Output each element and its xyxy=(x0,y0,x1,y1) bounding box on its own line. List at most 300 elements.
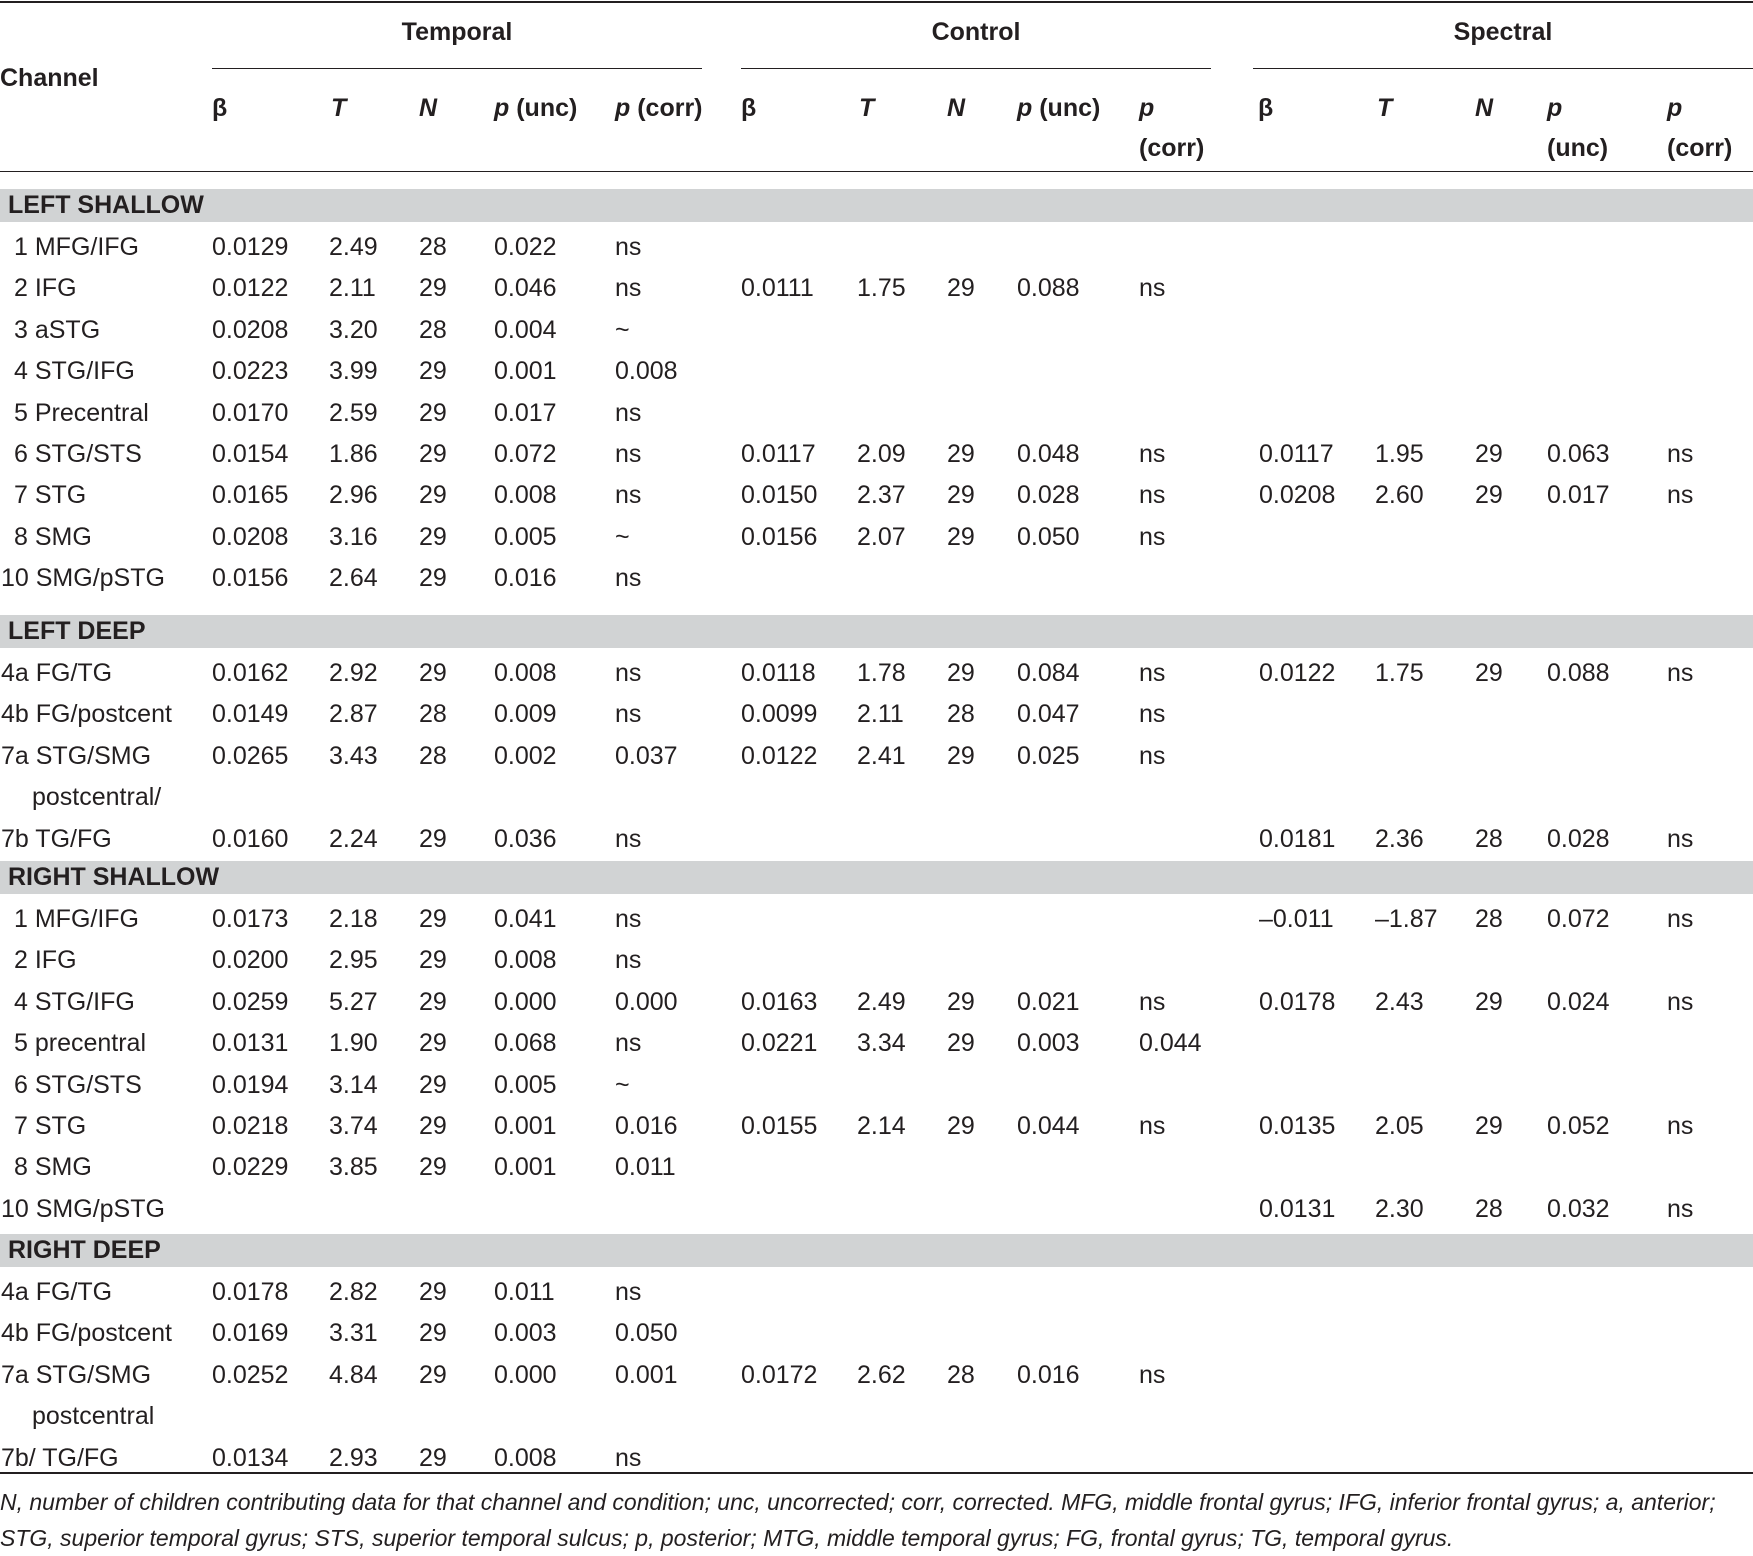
value-cell: 0.0170 xyxy=(212,398,289,427)
value-cell: ns xyxy=(1667,440,1694,468)
value-cell: ns xyxy=(1139,1360,1166,1389)
group-header-temporal: Temporal xyxy=(401,18,513,46)
value-cell: 29 xyxy=(419,274,447,303)
section-title: RIGHT SHALLOW xyxy=(8,863,220,891)
value-cell: ns xyxy=(1139,1112,1166,1140)
value-cell: 0.008 xyxy=(494,946,557,975)
col-header-temporal-n: N xyxy=(419,94,438,122)
value-cell: 0.0223 xyxy=(212,357,289,386)
value-cell: 2.60 xyxy=(1375,481,1424,510)
channel-cell: 10 SMG/pSTG xyxy=(1,564,165,593)
col-header-temporal-t: T xyxy=(331,94,347,122)
value-cell: 0.088 xyxy=(1547,659,1610,687)
value-cell: 0.008 xyxy=(494,1443,557,1472)
table-row xyxy=(0,1023,1753,1064)
value-cell: 0.068 xyxy=(494,1029,557,1058)
channel-cell: 7a STG/SMG xyxy=(1,741,152,770)
section-header xyxy=(0,615,1753,648)
channel-cell: 1 MFG/IFG xyxy=(14,905,139,933)
value-cell: 2.07 xyxy=(857,522,906,551)
col-header-control-punc: p (unc) xyxy=(1017,94,1101,122)
table-footnote: N, number of children contributing data for that channel and condition; unc, uncorrected; corr, corrected. MFG, middle frontal gyrus; IFG, inferior frontal gyrus; a, anterior; STG, superior temporal gyrus; STS, superior temporal sulcus; p, posterior; MTG, middle temporal gyrus; FG, frontal gyrus; TG, temporal gyrus. xyxy=(0,1489,1716,1551)
value-cell: 29 xyxy=(947,987,975,1016)
value-cell: 3.99 xyxy=(329,357,378,386)
value-cell: ns xyxy=(1667,659,1694,687)
value-cell: 0.0155 xyxy=(741,1112,818,1140)
value-cell: 0.0134 xyxy=(212,1443,289,1472)
value-cell: 0.0208 xyxy=(212,522,289,551)
value-cell: 0.046 xyxy=(494,274,557,303)
channel-cell: 2 IFG xyxy=(14,274,77,303)
value-cell: 0.0122 xyxy=(741,741,818,770)
value-cell: 29 xyxy=(419,357,447,386)
group-rule-control xyxy=(741,68,1211,69)
value-cell: 0.0252 xyxy=(212,1360,289,1389)
value-cell: 2.05 xyxy=(1375,1112,1424,1140)
value-cell: 0.0229 xyxy=(212,1153,289,1182)
value-cell: ~ xyxy=(615,522,630,551)
value-cell: 29 xyxy=(419,1319,447,1348)
value-cell: 1.86 xyxy=(329,440,378,468)
value-cell: 0.016 xyxy=(494,564,557,593)
value-cell: ns xyxy=(1139,659,1166,687)
value-cell: 0.037 xyxy=(615,741,678,770)
value-cell: ns xyxy=(1139,700,1166,729)
value-cell: 29 xyxy=(947,741,975,770)
value-cell: 1.95 xyxy=(1375,440,1424,468)
value-cell: 0.005 xyxy=(494,1070,557,1099)
value-cell: ns xyxy=(615,700,642,729)
channel-cell: 6 STG/STS xyxy=(14,1070,142,1099)
value-cell: 0.0218 xyxy=(212,1112,289,1140)
value-cell: 0.009 xyxy=(494,700,557,729)
value-cell: 0.0181 xyxy=(1259,824,1336,853)
table-row xyxy=(0,1189,1753,1230)
value-cell: 29 xyxy=(1475,481,1503,510)
value-cell: 0.084 xyxy=(1017,659,1080,687)
value-cell: 0.0156 xyxy=(212,564,289,593)
group-rule-spectral xyxy=(1253,68,1753,69)
value-cell: ns xyxy=(1667,1112,1694,1140)
value-cell: 0.052 xyxy=(1547,1112,1610,1140)
value-cell: 0.0122 xyxy=(1259,659,1336,687)
value-cell: ~ xyxy=(615,315,630,344)
value-cell: 0.0178 xyxy=(212,1278,289,1306)
value-cell: 3.85 xyxy=(329,1153,378,1182)
value-cell: 0.0163 xyxy=(741,987,818,1016)
channel-cell: 7b TG/FG xyxy=(1,824,112,853)
value-cell: 2.24 xyxy=(329,824,378,853)
value-cell: 0.0172 xyxy=(741,1360,818,1389)
value-cell: 28 xyxy=(1475,1194,1503,1223)
value-cell: 0.021 xyxy=(1017,987,1080,1016)
value-cell: ns xyxy=(1667,905,1694,933)
value-cell: 3.31 xyxy=(329,1319,378,1348)
value-cell: 29 xyxy=(419,481,447,510)
value-cell: ns xyxy=(615,481,642,510)
value-cell: 0.025 xyxy=(1017,741,1080,770)
value-cell: 0.0221 xyxy=(741,1029,818,1058)
value-cell: 0.044 xyxy=(1139,1029,1202,1058)
section-header xyxy=(0,861,1753,894)
value-cell: ns xyxy=(615,1029,642,1058)
value-cell: 0.017 xyxy=(494,398,557,427)
value-cell: 3.16 xyxy=(329,522,378,551)
value-cell: 0.022 xyxy=(494,233,557,261)
value-cell: 29 xyxy=(419,1360,447,1389)
value-cell: 29 xyxy=(419,905,447,933)
value-cell: 0.004 xyxy=(494,315,557,344)
value-cell: 0.024 xyxy=(1547,987,1610,1016)
value-cell: ns xyxy=(1139,274,1166,303)
value-cell: –1.87 xyxy=(1375,905,1438,933)
col-header-control-beta: β xyxy=(741,94,757,122)
value-cell: 0.008 xyxy=(494,659,557,687)
table-row xyxy=(0,1272,1753,1313)
value-cell: ns xyxy=(615,564,642,593)
table-row xyxy=(0,558,1753,599)
channel-cell: 4b FG/postcent xyxy=(1,1319,172,1348)
value-cell: 0.0165 xyxy=(212,481,289,510)
value-cell: 29 xyxy=(419,522,447,551)
value-cell: 2.95 xyxy=(329,946,378,975)
group-header-control: Control xyxy=(931,18,1021,46)
table-top-rule xyxy=(0,1,1753,3)
channel-header: Channel xyxy=(0,64,99,92)
value-cell: 0.0156 xyxy=(741,522,818,551)
channel-cell: 5 precentral xyxy=(14,1029,147,1058)
col-header-spectral-beta: β xyxy=(1258,94,1274,122)
col-header-control-p: p xyxy=(1139,94,1155,122)
value-cell: 0.044 xyxy=(1017,1112,1080,1140)
value-cell: 29 xyxy=(947,1029,975,1058)
value-cell: 0.0178 xyxy=(1259,987,1336,1016)
value-cell: 29 xyxy=(947,274,975,303)
table-row xyxy=(0,227,1753,268)
value-cell: 3.14 xyxy=(329,1070,378,1099)
col-header-control-t: T xyxy=(859,94,875,122)
value-cell: 0.0099 xyxy=(741,700,818,729)
channel-cell: 8 SMG xyxy=(14,1153,92,1182)
value-cell: 1.75 xyxy=(857,274,906,303)
value-cell: 28 xyxy=(419,233,447,261)
value-cell: 0.000 xyxy=(494,987,557,1016)
value-cell: 0.0118 xyxy=(741,659,816,687)
value-cell: 29 xyxy=(419,1070,447,1099)
col-header-spectral-t: T xyxy=(1377,94,1393,122)
table-row xyxy=(0,351,1753,392)
table-row xyxy=(0,1355,1753,1396)
value-cell: 0.016 xyxy=(615,1112,678,1140)
value-cell: ns xyxy=(1139,987,1166,1016)
value-cell: 1.75 xyxy=(1375,659,1424,687)
value-cell: 29 xyxy=(947,522,975,551)
value-cell: 0.072 xyxy=(1547,905,1610,933)
value-cell: 29 xyxy=(419,946,447,975)
value-cell: ns xyxy=(1667,481,1694,510)
value-cell: 3.74 xyxy=(329,1112,378,1140)
value-cell: ~ xyxy=(615,1070,630,1099)
value-cell: 29 xyxy=(419,824,447,853)
value-cell: 2.49 xyxy=(329,233,378,261)
value-cell: 0.008 xyxy=(615,357,678,386)
value-cell: 0.063 xyxy=(1547,440,1610,468)
value-cell: 2.37 xyxy=(857,481,906,510)
value-cell: 0.001 xyxy=(494,1153,557,1182)
value-cell: ns xyxy=(1667,824,1694,853)
table-row xyxy=(0,940,1753,981)
value-cell: 0.032 xyxy=(1547,1194,1610,1223)
value-cell: 2.30 xyxy=(1375,1194,1424,1223)
value-cell: 0.0160 xyxy=(212,824,289,853)
value-cell: 0.048 xyxy=(1017,440,1080,468)
col-header-temporal-pcorr: p (corr) xyxy=(615,94,703,122)
value-cell: 0.0162 xyxy=(212,659,289,687)
value-cell: 29 xyxy=(419,987,447,1016)
value-cell: 29 xyxy=(947,659,975,687)
value-cell: 29 xyxy=(1475,1112,1503,1140)
value-cell: 29 xyxy=(419,398,447,427)
channel-cell: 4a FG/TG xyxy=(1,1278,113,1306)
group-header-spectral: Spectral xyxy=(1453,18,1553,46)
value-cell: 2.09 xyxy=(857,440,906,468)
value-cell: 0.003 xyxy=(494,1319,557,1348)
value-cell: ns xyxy=(615,946,642,975)
col-header-spectral-unc: (unc) xyxy=(1547,134,1609,162)
table-row xyxy=(0,736,1753,777)
table-row xyxy=(0,1065,1753,1106)
value-cell: 0.0149 xyxy=(212,700,289,729)
section-title: LEFT DEEP xyxy=(8,617,146,645)
value-cell: 29 xyxy=(947,481,975,510)
value-cell: 0.0200 xyxy=(212,946,289,975)
table-row xyxy=(0,1106,1753,1147)
value-cell: ns xyxy=(615,233,642,261)
value-cell: 0.047 xyxy=(1017,700,1080,729)
value-cell: 5.27 xyxy=(329,987,378,1016)
value-cell: 0.0111 xyxy=(741,274,814,303)
value-cell: 28 xyxy=(947,1360,975,1389)
value-cell: 0.003 xyxy=(1017,1029,1080,1058)
table-row xyxy=(0,393,1753,434)
value-cell: 2.41 xyxy=(857,741,906,770)
value-cell: 0.028 xyxy=(1547,824,1610,853)
section-header xyxy=(0,189,1753,222)
channel-cell: 8 SMG xyxy=(14,522,92,551)
value-cell: 2.96 xyxy=(329,481,378,510)
channel-cell: 6 STG/STS xyxy=(14,440,142,468)
value-cell: ns xyxy=(1139,440,1166,468)
value-cell: 2.82 xyxy=(329,1278,378,1306)
table-row xyxy=(0,694,1753,735)
value-cell: ns xyxy=(615,659,642,687)
value-cell: 0.072 xyxy=(494,440,557,468)
value-cell: 29 xyxy=(1475,659,1503,687)
value-cell: ns xyxy=(615,398,642,427)
value-cell: 29 xyxy=(419,440,447,468)
value-cell: 29 xyxy=(419,1278,447,1306)
value-cell: ns xyxy=(615,1278,642,1306)
value-cell: 0.050 xyxy=(1017,522,1080,551)
value-cell: 0.0259 xyxy=(212,987,289,1016)
value-cell: 0.028 xyxy=(1017,481,1080,510)
value-cell: 2.87 xyxy=(329,700,378,729)
value-cell: 2.43 xyxy=(1375,987,1424,1016)
col-header-temporal-beta: β xyxy=(212,94,228,122)
value-cell: 28 xyxy=(947,700,975,729)
value-cell: 0.0194 xyxy=(212,1070,289,1099)
value-cell: ns xyxy=(1667,987,1694,1016)
value-cell: 0.016 xyxy=(1017,1360,1080,1389)
value-cell: 2.93 xyxy=(329,1443,378,1472)
table-row xyxy=(0,899,1753,940)
value-cell: 0.041 xyxy=(494,905,557,933)
value-cell: 0.0129 xyxy=(212,233,289,261)
value-cell: 0.0208 xyxy=(1259,481,1336,510)
channel-cell: 5 Precentral xyxy=(14,398,149,427)
channel-cell: 7a STG/SMG xyxy=(1,1360,152,1389)
value-cell: 2.49 xyxy=(857,987,906,1016)
value-cell: 2.11 xyxy=(329,274,376,303)
value-cell: 0.0169 xyxy=(212,1319,289,1348)
table-row xyxy=(0,653,1753,694)
section-title: LEFT SHALLOW xyxy=(8,191,204,219)
table-row xyxy=(0,475,1753,516)
value-cell: ns xyxy=(615,440,642,468)
value-cell: 3.43 xyxy=(329,741,378,770)
col-header-temporal-punc: p (unc) xyxy=(494,94,578,122)
value-cell: 29 xyxy=(419,1443,447,1472)
value-cell: 29 xyxy=(1475,987,1503,1016)
col-header-control-corr: (corr) xyxy=(1139,134,1205,162)
value-cell: 0.001 xyxy=(615,1360,678,1389)
value-cell: 0.0117 xyxy=(741,440,816,468)
col-header-spectral-pcorr: p (corr) xyxy=(1667,94,1733,162)
channel-cell: 2 IFG xyxy=(14,946,77,975)
value-cell: 2.62 xyxy=(857,1360,906,1389)
table-row xyxy=(0,982,1753,1023)
value-cell: 2.36 xyxy=(1375,824,1424,853)
value-cell: 28 xyxy=(419,700,447,729)
col-header-spectral-n: N xyxy=(1475,94,1494,122)
value-cell: ns xyxy=(615,824,642,853)
value-cell: 0.008 xyxy=(494,481,557,510)
value-cell: 29 xyxy=(419,659,447,687)
channel-cell: 4a FG/TG xyxy=(1,659,113,687)
value-cell: 2.92 xyxy=(329,659,378,687)
channel-cell: 10 SMG/pSTG xyxy=(1,1194,165,1223)
value-cell: 29 xyxy=(947,440,975,468)
value-cell: 0.088 xyxy=(1017,274,1080,303)
value-cell: 0.0154 xyxy=(212,440,289,468)
value-cell: 0.0265 xyxy=(212,741,289,770)
value-cell: 2.11 xyxy=(857,700,904,729)
value-cell: 0.005 xyxy=(494,522,557,551)
value-cell: 0.0150 xyxy=(741,481,818,510)
table-row xyxy=(0,310,1753,351)
value-cell: 0.0208 xyxy=(212,315,289,344)
value-cell: 0.050 xyxy=(615,1319,678,1348)
value-cell: 3.34 xyxy=(857,1029,906,1058)
table-row xyxy=(0,1313,1753,1354)
value-cell: 2.14 xyxy=(857,1112,906,1140)
value-cell: 0.000 xyxy=(494,1360,557,1389)
value-cell: 0.0117 xyxy=(1259,440,1334,468)
value-cell: 29 xyxy=(419,1153,447,1182)
value-cell: 0.011 xyxy=(494,1278,555,1306)
value-cell: 29 xyxy=(1475,440,1503,468)
value-cell: 0.0173 xyxy=(212,905,289,933)
section-header xyxy=(0,1234,1753,1267)
section-title: RIGHT DEEP xyxy=(8,1236,161,1264)
value-cell: 29 xyxy=(947,1112,975,1140)
channel-cell: 3 aSTG xyxy=(14,315,101,344)
value-cell: 1.90 xyxy=(329,1029,378,1058)
table-row xyxy=(0,1147,1753,1188)
value-cell: 1.78 xyxy=(857,659,906,687)
value-cell: 0.011 xyxy=(615,1153,676,1182)
value-cell: 0.017 xyxy=(1547,481,1610,510)
channel-cell: 4 STG/IFG xyxy=(14,987,135,1016)
value-cell: ns xyxy=(1667,1194,1694,1223)
channel-cell-continuation: postcentral/ xyxy=(32,783,162,812)
channel-cell: 1 MFG/IFG xyxy=(14,233,139,261)
table-row xyxy=(0,434,1753,475)
value-cell: 28 xyxy=(1475,824,1503,853)
value-cell: 0.001 xyxy=(494,357,557,386)
value-cell: 0.0135 xyxy=(1259,1112,1336,1140)
value-cell: 0.036 xyxy=(494,824,557,853)
value-cell: 2.64 xyxy=(329,564,378,593)
header-bottom-rule xyxy=(0,171,1753,172)
value-cell: 0.002 xyxy=(494,741,557,770)
value-cell: ns xyxy=(1139,741,1166,770)
group-rule-temporal xyxy=(212,68,702,69)
col-header-control-n: N xyxy=(947,94,966,122)
channel-cell: 7 STG xyxy=(14,1112,87,1140)
table-row xyxy=(0,268,1753,309)
value-cell: 2.59 xyxy=(329,398,378,427)
value-cell: 0.0122 xyxy=(212,274,289,303)
channel-cell: 4b FG/postcent xyxy=(1,700,172,729)
value-cell: 29 xyxy=(419,1029,447,1058)
channel-cell: 7 STG xyxy=(14,481,87,510)
table-row xyxy=(0,819,1753,860)
value-cell: 3.20 xyxy=(329,315,378,344)
value-cell: 0.001 xyxy=(494,1112,557,1140)
value-cell: 0.0131 xyxy=(212,1029,289,1058)
value-cell: ns xyxy=(615,905,642,933)
value-cell: ns xyxy=(1139,481,1166,510)
value-cell: 28 xyxy=(1475,905,1503,933)
channel-cell: 4 STG/IFG xyxy=(14,357,135,386)
value-cell: 28 xyxy=(419,315,447,344)
value-cell: ns xyxy=(615,274,642,303)
value-cell: 0.0131 xyxy=(1259,1194,1336,1223)
value-cell: ns xyxy=(615,1443,642,1472)
value-cell: –0.011 xyxy=(1259,905,1334,933)
value-cell: 4.84 xyxy=(329,1360,378,1389)
value-cell: 28 xyxy=(419,741,447,770)
value-cell: ns xyxy=(1139,522,1166,551)
value-cell: 2.18 xyxy=(329,905,378,933)
value-cell: 0.000 xyxy=(615,987,678,1016)
table-bottom-rule xyxy=(0,1472,1753,1474)
col-header-spectral-p: p xyxy=(1547,94,1563,122)
channel-cell: 7b/ TG/FG xyxy=(1,1443,119,1472)
value-cell: 29 xyxy=(419,564,447,593)
channel-cell-continuation: postcentral xyxy=(32,1402,155,1431)
